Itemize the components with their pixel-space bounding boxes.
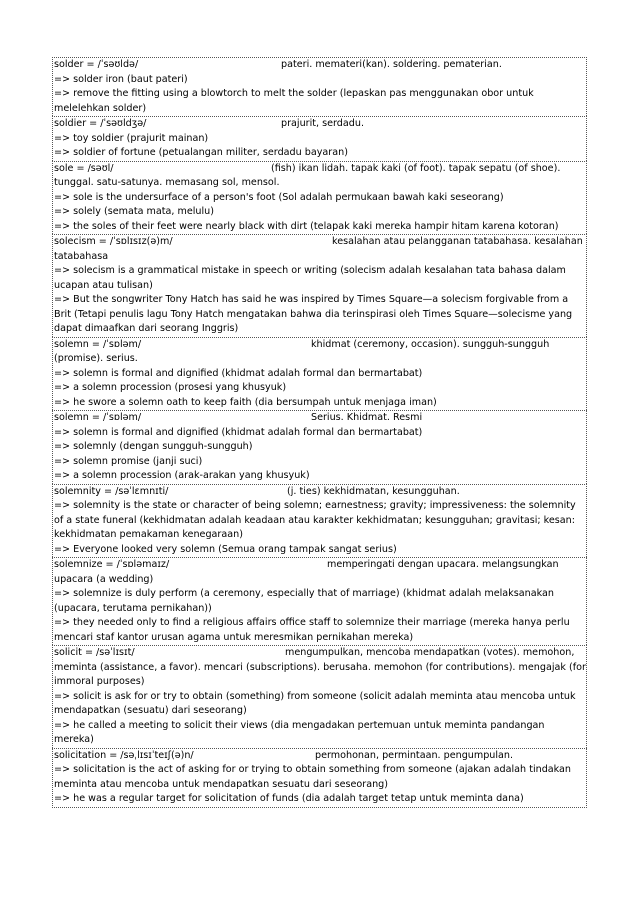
- dictionary-entry: [52, 410, 587, 484]
- entry-meaning: (j. ties) kekhidmatan, kesungguhan.: [287, 485, 460, 497]
- entry-term: solecism = /ˈsɒlɪsɪz(ə)m/: [54, 236, 173, 247]
- entry-heading: [53, 558, 586, 587]
- example-line: => solder iron (baut pateri): [54, 73, 188, 85]
- entry-meaning: mengumpulkan, mencoba mendapatkan (votes). memohon, meminta (assistance, a favor). mencari (subscriptions). berusaha. memohon (for contributions). mengajak (for immoral purposes): [54, 647, 586, 687]
- example-line: => Everyone looked very solemn (Semua orang tampak sangat serius): [54, 543, 397, 555]
- dictionary-table: [52, 57, 587, 808]
- example-line: => solicit is ask for or try to obtain (something) from someone (solicit adalah meminta atau mencoba untuk mendapatkan (sesuatu) dari seseorang): [54, 690, 576, 716]
- example-line: => toy soldier (prajurit mainan): [54, 132, 209, 144]
- example-line: => But the songwriter Tony Hatch has said he was inspired by Times Square—a solecism forgivable from a Brit (Tetapi penulis lagu Tony Hatch mengatakan bahwa dia terinspirasi oleh Times Square—solecisme yang dapat dimaafkan dari seorang Inggris): [54, 294, 573, 334]
- example-line: => solecism is a grammatical mistake in speech or writing (solecism adalah kesalahan tata bahasa dalam ucapan atau tulisan): [54, 265, 566, 291]
- entry-heading: [53, 749, 586, 764]
- example-line: => solely (semata mata, melulu): [54, 206, 214, 217]
- example-line: => the soles of their feet were nearly black with dirt (telapak kaki mereka hampir hitam karena kotoran): [54, 220, 559, 232]
- entry-term: solder = /ˈsəʊldə/: [54, 59, 139, 70]
- example-line: => a solemn procession (prosesi yang khusyuk): [54, 382, 287, 393]
- dictionary-entry: [52, 557, 587, 645]
- dictionary-entry: [52, 57, 587, 116]
- example-line: => he swore a solemn oath to keep faith (dia bersumpah untuk menjaga iman): [54, 396, 437, 408]
- entry-term: solicitation = /səˌlɪsɪˈteɪʃ(ə)n/: [54, 749, 194, 761]
- example-line: => he was a regular target for solicitation of funds (dia adalah target tetap untuk meminta dana): [54, 793, 524, 804]
- dictionary-entry: [52, 748, 587, 808]
- entry-meaning: (fish) ikan lidah. tapak kaki (of foot). tapak sepatu (of shoe). tunggal. satu-satunya. memasang sol, mensol.: [54, 162, 561, 188]
- example-line: => solemnize is duly perform (a ceremony, especially that of marriage) (khidmat adalah melaksanakan (upacara, terutama pernikahan)): [54, 588, 554, 614]
- example-line: => they needed only to find a religious affairs office staff to solemnize their marriage (mereka hanya perlu mencari staf kantor urusan agama untuk meresmikan pernikahan mereka): [54, 617, 570, 643]
- entry-term: soldier = /ˈsəʊldʒə/: [54, 118, 147, 129]
- entry-heading: [53, 235, 586, 264]
- dictionary-entry: [52, 116, 587, 161]
- entry-term: solicit = /səˈlɪsɪt/: [54, 647, 135, 658]
- dictionary-entry: [52, 161, 587, 235]
- entry-heading: [53, 485, 586, 500]
- entry-meaning: permohonan, permintaan. pengumpulan.: [315, 749, 514, 761]
- entry-term: solemn = /ˈsɒləm/: [54, 338, 142, 350]
- entry-meaning: pateri. memateri(kan). soldering. pematerian.: [281, 59, 502, 70]
- entry-meaning: prajurit, serdadu.: [281, 118, 364, 129]
- entry-heading: [53, 58, 586, 73]
- entry-heading: [53, 338, 586, 367]
- dictionary-entry: [52, 484, 587, 558]
- example-line: => solemn is formal and dignified (khidmat adalah formal dan bermartabat): [54, 426, 423, 438]
- entry-heading: [53, 646, 586, 690]
- example-line: => solemnly (dengan sungguh-sungguh): [54, 441, 253, 452]
- entry-heading: [53, 411, 586, 426]
- entry-term: solemnity = /səˈlɛmnɪti/: [54, 485, 169, 497]
- entry-heading: [53, 117, 586, 132]
- example-line: => solemn is formal and dignified (khidmat adalah formal dan bermartabat): [54, 367, 423, 379]
- entry-meaning: khidmat (ceremony, occasion). sungguh-sungguh (promise). serius.: [54, 338, 550, 364]
- entry-term: solemn = /ˈsɒləm/: [54, 412, 142, 423]
- dictionary-entry: [52, 645, 587, 748]
- example-line: => he called a meeting to solicit their views (dia mengadakan pertemuan untuk meminta pandangan mereka): [54, 719, 545, 745]
- dictionary-entry: [52, 337, 587, 411]
- entry-meaning: Serius. Khidmat. Resmi: [311, 412, 423, 423]
- example-line: => solemnity is the state or character of being solemn; earnestness; gravity; impressiveness: the solemnity of a state funeral (kekhidmatan adalah keadaan atau karakter kekhidmatan; kesungguhan; gravitasi; kesan: kekhidmatan pemakaman kenegaraan): [54, 500, 576, 540]
- entry-meaning: kesalahan atau pelangganan tatabahasa. kesalahan tatabahasa: [54, 236, 583, 262]
- example-line: => a solemn procession (arak-arakan yang khusyuk): [54, 470, 310, 481]
- example-line: => solemn promise (janji suci): [54, 455, 203, 467]
- entry-meaning: memperingati dengan upacara. melangsungkan upacara (a wedding): [54, 559, 559, 585]
- example-line: => solicitation is the act of asking for or trying to obtain something from someone (ajakan adalah tindakan meminta atau mencoba untuk mendapatkan sesuatu dari seseorang): [54, 764, 572, 790]
- example-line: => remove the fitting using a blowtorch to melt the solder (lepaskan pas menggunakan obor untuk melelehkan solder): [54, 88, 534, 114]
- example-line: => sole is the undersurface of a person's foot (Sol adalah permukaan bawah kaki seseorang): [54, 191, 504, 203]
- dictionary-entry: [52, 234, 587, 337]
- entry-term: solemnize = /ˈsɒləmaɪz/: [54, 559, 170, 570]
- entry-term: sole = /səʊl/: [54, 162, 114, 174]
- example-line: => soldier of fortune (petualangan militer, serdadu bayaran): [54, 147, 348, 158]
- entry-heading: [53, 162, 586, 191]
